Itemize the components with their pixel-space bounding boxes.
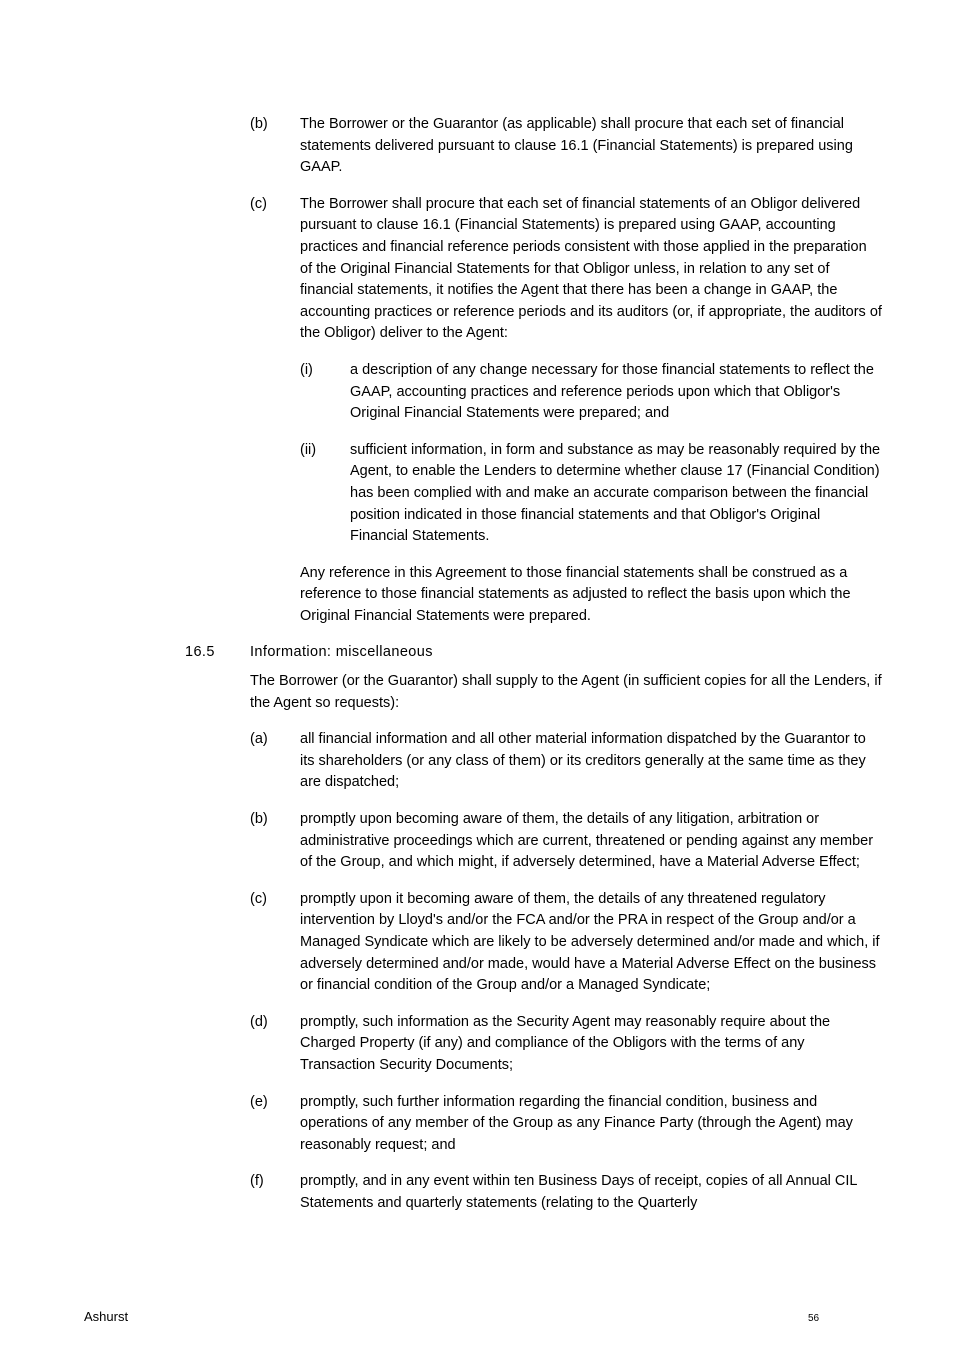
clause-marker: (e) xyxy=(250,1093,268,1110)
clause-marker: (d) xyxy=(250,1013,268,1030)
footer-page-number: 56 xyxy=(808,1313,820,1324)
clause-item-e xyxy=(185,1092,882,1157)
clause-marker: (f) xyxy=(250,1173,264,1190)
clause-item-a xyxy=(185,729,882,794)
clause-marker: (c) xyxy=(250,195,267,212)
subclause-item-ii xyxy=(185,440,882,548)
clause-marker: (a) xyxy=(250,731,268,748)
footer-firm-name: Ashurst xyxy=(84,1309,129,1324)
section-number: 16.5 xyxy=(185,644,215,661)
clause-text: all financial information and all other material information dispatched by the Guarantor to its shareholders (or any class of them) or its creditors generally at the same time as they are dispatched; xyxy=(300,731,866,791)
clause-item-c xyxy=(185,194,882,345)
section-intro-paragraph xyxy=(185,671,882,714)
clause-text: promptly upon becoming aware of them, the details of any litigation, arbitration or administrative proceedings which are current, threatened or pending against any member of the Group, and which might, if adversely determined, have a Material Adverse Effect; xyxy=(300,811,874,871)
subclause-marker: (i) xyxy=(300,361,313,378)
clause-text: promptly upon it becoming aware of them, the details of any threatened regulatory intervention by Lloyd's and/or the FCA and/or the PRA in respect of the Group and/or a Managed Syndicate which are likely to be adversely determined and/or made and which, if adversely determined and/or made, would have a Material Adverse Effect on the business or financial condition of the Group and/or a Managed Syndicate; xyxy=(300,890,880,994)
clause-item-d xyxy=(185,1012,882,1077)
subclause-marker: (ii) xyxy=(300,441,317,458)
clause-text: The Borrower or the Guarantor (as applicable) shall procure that each set of financial statements delivered pursuant to clause 16.1 (Financial Statements) is prepared using GAAP. xyxy=(300,116,853,176)
subclause-text: sufficient information, in form and substance as may be reasonably required by the Agent, to enable the Lenders to determine whether clause 17 (Financial Condition) has been complied with and make an accurate comparison between the financial position indicated in those financial statements and that Obligor's Original Financial Statements. xyxy=(350,441,881,545)
paragraph-text: Any reference in this Agreement to those financial statements shall be construed as a reference to those financial statements as adjusted to reflect the basis upon which the Original Financial Statements were prepared. xyxy=(300,564,851,624)
clause-marker: (c) xyxy=(250,890,267,907)
clause-text: promptly, such further information regarding the financial condition, business and operations of any member of the Group as any Finance Party (through the Agent) may reasonably request; and xyxy=(300,1093,853,1153)
section-title: Information: miscellaneous xyxy=(250,644,433,661)
subclause-text: a description of any change necessary for those financial statements to reflect the GAAP, accounting practices and reference periods upon which that Obligor's Original Financial Statements were prepared; and xyxy=(350,361,874,422)
section-heading-16-5 xyxy=(185,642,882,664)
clause-marker: (b) xyxy=(250,811,268,828)
clause-item-b2 xyxy=(185,809,882,874)
clause-marker: (b) xyxy=(250,116,268,132)
clause-text: The Borrower shall procure that each set of financial statements of an Obligor delivered pursuant to clause 16.1 (Financial Statements) is prepared using GAAP, accounting practices and financial reference periods consistent with those applied in the preparation of the Original Financial Statements for that Obligor unless, in relation to any set of financial statements, it notifies the Agent that there has been a change in GAAP, the accounting practices or reference periods and its auditors (or, if appropriate, the auditors of the Obligor) deliver to the Agent: xyxy=(300,195,882,342)
clause-item-f xyxy=(185,1171,882,1214)
document-content xyxy=(185,114,882,1230)
clause-item-b xyxy=(185,114,882,179)
clause-item-c2 xyxy=(185,889,882,997)
subclause-item-i xyxy=(185,360,882,425)
closing-paragraph xyxy=(185,563,882,628)
clause-text: promptly, such information as the Security Agent may reasonably require about the Charged Property (if any) and compliance of the Obligors with the terms of any Transaction Security Documents; xyxy=(300,1013,831,1073)
clause-text: promptly, and in any event within ten Business Days of receipt, copies of all Annual CIL Statements and quarterly statements (relating to the Quarterly xyxy=(300,1173,857,1211)
paragraph-text: The Borrower (or the Guarantor) shall supply to the Agent (in sufficient copies for all the Lenders, if the Agent so requests): xyxy=(250,673,882,711)
